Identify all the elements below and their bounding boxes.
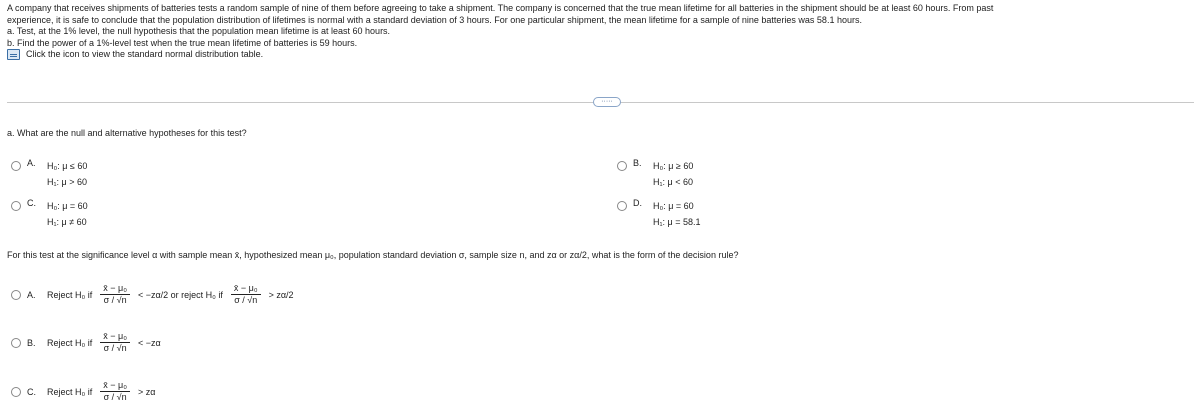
fraction-denominator: σ / √n [103,295,127,305]
option-d[interactable] [617,198,701,230]
z-fraction [231,283,261,306]
h1-text: H₁: μ > 60 [47,177,87,187]
rule-radio-b[interactable] [11,338,21,348]
option-letter: A. [27,289,36,300]
z-fraction [100,283,130,306]
rule-prefix: Reject H₀ if [47,337,93,348]
intro-line-1: A company that receives shipments of batteries tests a random sample of nine of them before agreeing to take a shipment. The company is concerned that the true mean lifetime for all batteries in the shipment should be at least 60 hours. From past [7,3,994,13]
question-a: a. What are the null and alternative hypotheses for this test? [7,128,247,138]
rule-option-c[interactable] [11,380,155,403]
fraction-denominator: σ / √n [234,295,258,305]
rule-option-a[interactable] [11,283,294,306]
rule-comparison: < −zα/2 or reject H₀ if [137,289,223,300]
option-c[interactable] [11,198,88,230]
table-icon[interactable] [7,49,20,60]
rule-radio-c[interactable] [11,387,21,397]
option-b[interactable] [617,158,693,190]
rule-comparison: > zα [137,386,156,397]
option-letter: B. [27,337,36,348]
rule-radio-a[interactable] [11,290,21,300]
fraction-numerator: x̄ − μ₀ [231,283,261,295]
radio-a[interactable] [11,161,21,171]
fraction-denominator: σ / √n [103,343,127,353]
expand-more-button[interactable]: ····· [593,97,621,107]
table-link[interactable] [7,49,993,61]
option-a[interactable] [11,158,87,190]
option-letter: B. [633,158,642,168]
part-b-text: b. Find the power of a 1%-level test when the true mean lifetime of batteries is 59 hours. [7,37,358,48]
radio-c[interactable] [11,201,21,211]
fraction-denominator: σ / √n [103,392,127,402]
option-letter: D. [633,198,642,208]
radio-b[interactable] [617,161,627,171]
h1-text: H₁: μ ≠ 60 [47,217,87,227]
option-letter: C. [27,386,36,397]
h0-text: H₀: μ ≤ 60 [47,161,88,171]
h0-text: H₀: μ = 60 [47,201,88,211]
intro-line-2: experience, it is safe to conclude that the population distribution of lifetimes is normal with a standard deviation of 3 hours. For one particular shipment, the mean lifetime for a sample of nine batteries was 58.1 hours. [7,14,862,25]
fraction-numerator: x̄ − μ₀ [100,331,130,343]
radio-d[interactable] [617,201,627,211]
option-letter: C. [27,198,36,208]
h1-text: H₁: μ = 58.1 [653,217,701,227]
rule-prefix: Reject H₀ if [47,386,93,397]
option-letter: A. [27,158,36,168]
problem-statement [7,3,993,61]
rule-comparison-2: > zα/2 [268,289,294,300]
h0-text: H₀: μ = 60 [653,201,694,211]
z-fraction [100,380,130,403]
h1-text: H₁: μ < 60 [653,177,693,187]
fraction-numerator: x̄ − μ₀ [100,380,130,392]
rule-option-b[interactable] [11,331,161,354]
h0-text: H₀: μ ≥ 60 [653,161,694,171]
rule-prefix: Reject H₀ if [47,289,93,300]
question-decision-rule: For this test at the significance level α with sample mean x̄, hypothesized mean μ₀, population standard deviation σ, sample size n, and zα or zα/2, what is the form of the decision rule? [7,250,739,260]
table-link-text[interactable]: Click the icon to view the standard normal distribution table. [26,49,264,59]
rule-comparison: < −zα [137,337,161,348]
fraction-numerator: x̄ − μ₀ [100,283,130,295]
z-fraction [100,331,130,354]
part-a-text: a. Test, at the 1% level, the null hypothesis that the population mean lifetime is at least 60 hours. [7,26,391,36]
